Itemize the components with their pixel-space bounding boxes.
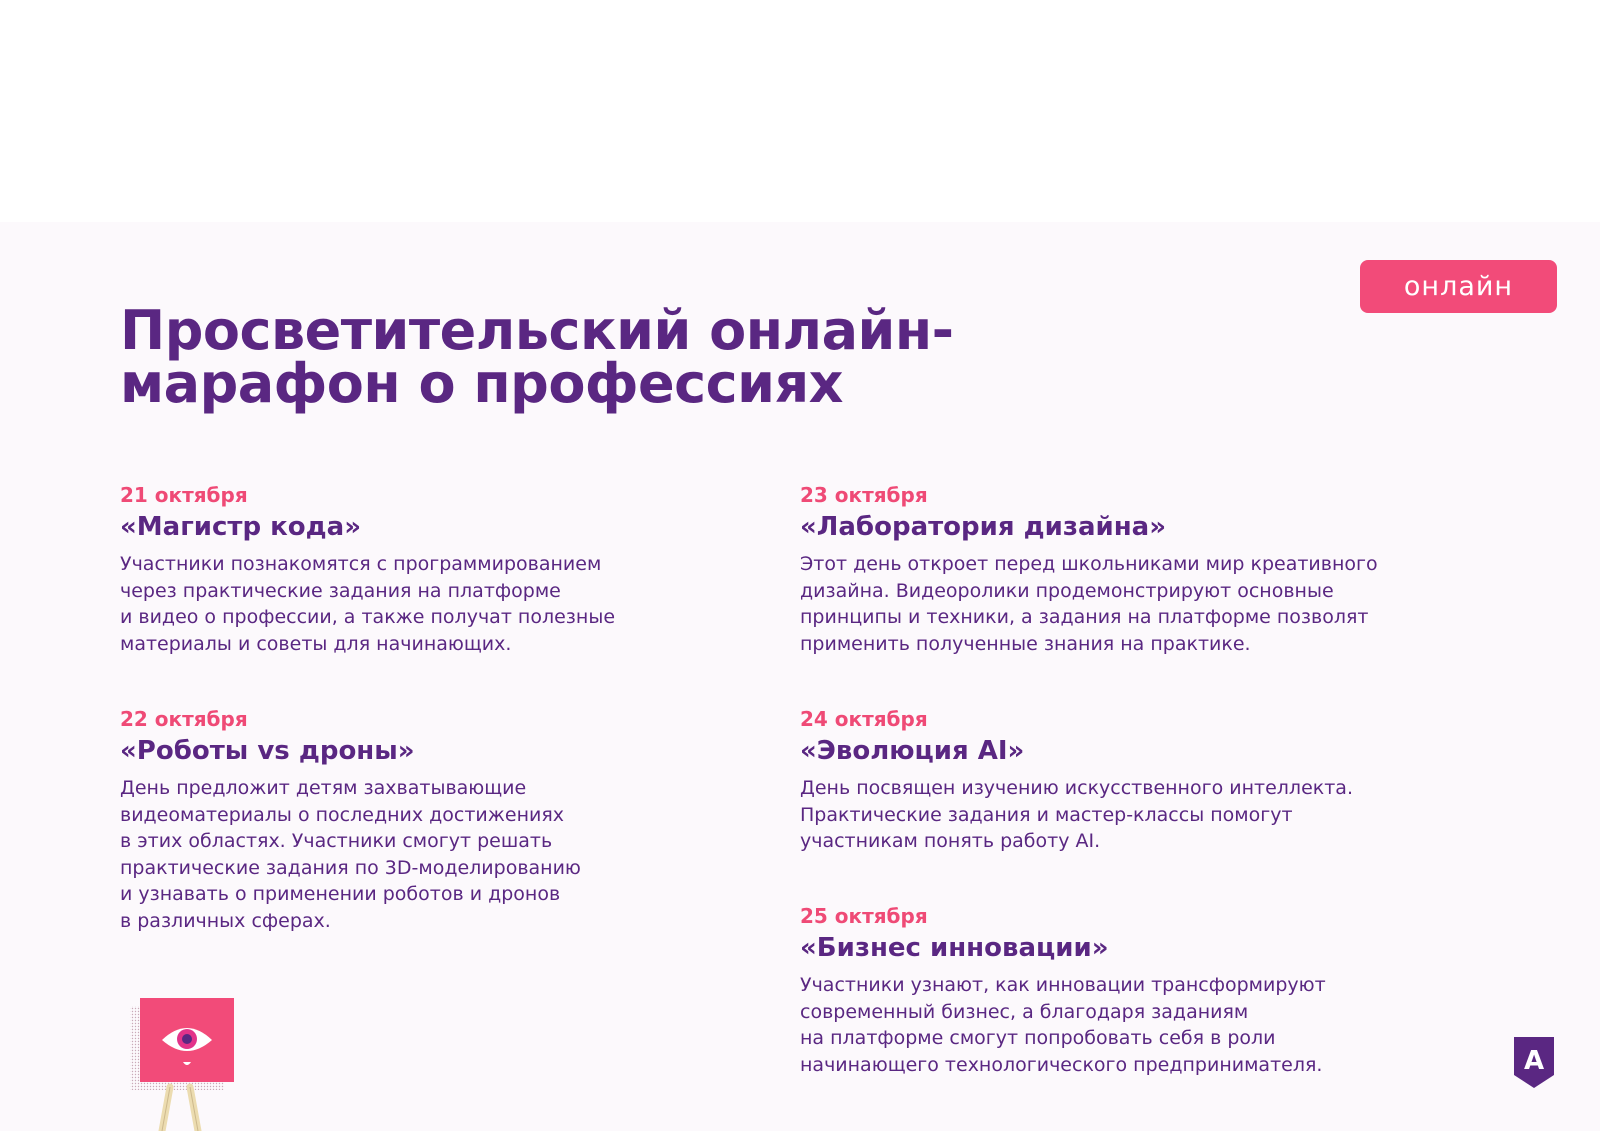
event-date: 24 октября [800,707,928,731]
description-line: Участники узнают, как инновации трансформируют [800,974,1326,996]
description-line: применить полученные знания на практике. [800,632,1251,655]
description-line: Практические задания и мастер-классы помогут [800,803,1293,826]
description-line: дизайна. Видеоролики продемонстрируют основные [800,579,1334,602]
description-line: принципы и техники, а задания на платформе позволят [800,606,1369,628]
event-description [120,775,810,934]
event-title: «Магистр кода» [120,512,362,542]
description-line: Этот день откроет перед школьниками мир креативного [800,553,1378,575]
event-title: «Эволюция AI» [800,736,1025,766]
logo-letter: A [1523,1046,1545,1076]
online-badge: онлайн [1360,260,1557,313]
title-line-1: Просветительский онлайн- [120,299,954,362]
event-card-biznes-innovatsii [800,903,1490,1078]
description-line: практические задания по 3D-моделированию [120,856,581,879]
event-date: 21 октября [120,483,248,507]
description-line: День посвящен изучению искусственного интеллекта. [800,777,1353,799]
event-card-magistr-koda [120,482,810,657]
top-blank-area [0,0,1600,222]
title-line-2: марафон о профессиях [120,352,843,415]
event-title: «Роботы vs дроны» [120,736,415,766]
event-card-evolyutsiya-ai [800,706,1490,855]
event-description [800,972,1490,1078]
event-card-laboratoriya-dizaina [800,482,1490,657]
event-description [800,775,1490,855]
description-line: начинающего технологического предпринимателя. [800,1053,1323,1076]
description-line: День предложит детям захватывающие [120,777,527,799]
description-line: через практические задания на платформе [120,579,561,602]
event-date: 22 октября [120,707,248,731]
description-line: в различных сферах. [120,909,331,932]
event-description [120,551,810,657]
description-line: участникам понять работу AI. [800,830,1101,852]
description-line: и узнавать о применении роботов и дронов [120,883,561,905]
description-line: видеоматериалы о последних достижениях [120,803,565,826]
event-date: 25 октября [800,904,928,928]
event-date: 23 октября [800,483,928,507]
description-line: Участники познакомятся с программированием [120,553,602,575]
description-line: в этих областях. Участники смогут решать [120,830,553,852]
event-title: «Бизнес инновации» [800,933,1109,963]
event-description [800,551,1490,657]
description-line: материалы и советы для начинающих. [120,632,512,655]
description-line: современный бизнес, а благодаря заданиям [800,1000,1249,1023]
page-title [120,299,1140,415]
event-title: «Лаборатория дизайна» [800,512,1167,542]
event-card-roboty-vs-drony [120,706,810,934]
brand-a-logo-icon [1512,1035,1556,1090]
description-line: и видео о профессии, а также получат полезные [120,606,616,628]
description-line: на платформе смогут попробовать себя в роли [800,1027,1276,1049]
eye-mascot-icon [128,992,248,1131]
